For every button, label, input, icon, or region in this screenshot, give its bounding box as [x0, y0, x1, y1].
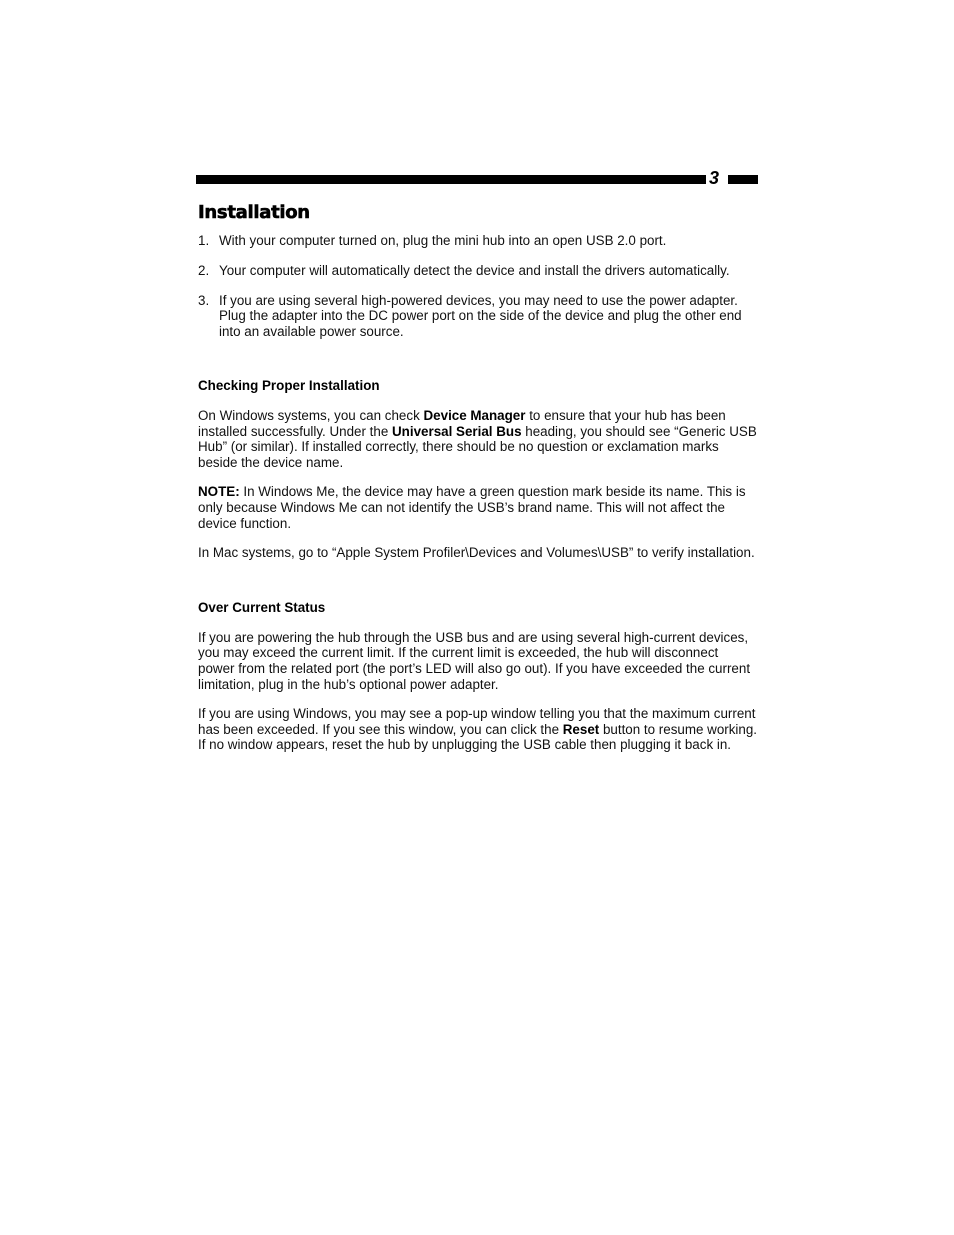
step-number: 3.: [198, 292, 210, 308]
paragraph-note: NOTE: In Windows Me, the device may have a green question mark beside its name. This is only because Windows Me can not identify the USB’s brand name. This will not affect the device function.: [198, 484, 746, 531]
manual-page: [198, 170, 758, 753]
note-label: NOTE:: [198, 484, 240, 500]
step-number: 2.: [198, 262, 210, 278]
term-reset: Reset: [562, 721, 600, 737]
paragraph-over-current-1: If you are powering the hub through the USB bus and are using several high-current devices, you may exceed the current limit. If the current limit is exceeded, the hub will disconnect power from the related port (the port’s LED will also go out). If you have exceeded the current limitation, plug in the hub’s optional power adapter.: [198, 629, 751, 692]
step-number: 1.: [198, 233, 210, 248]
installation-steps: [198, 233, 758, 340]
step-text: Your computer will automatically detect the device and install the drivers automatically.: [219, 262, 730, 278]
installation-step-2: [198, 263, 758, 279]
paragraph-over-current-2: If you are using Windows, you may see a pop-up window telling you that the maximum current has been exceeded. If you see this window, you can click the Reset button to resume working. If no window appears, reset the hub by unplugging the USB cable then plugging it back in.: [198, 706, 758, 753]
heading-checking-installation: Checking Proper Installation: [198, 377, 380, 393]
section-title-installation: Installation: [198, 202, 310, 223]
header-rule-right: [728, 175, 758, 184]
term-device-manager: Device Manager: [423, 407, 526, 423]
term-universal-serial-bus: Universal Serial Bus: [392, 423, 522, 439]
heading-over-current: Over Current Status: [198, 599, 326, 615]
installation-step-3: [198, 293, 758, 340]
paragraph-mac: In Mac systems, go to “Apple System Profiler\Devices and Volumes\USB” to verify installation.: [198, 545, 755, 561]
step-text: If you are using several high-powered devices, you may need to use the power adapter. Plug the adapter into the DC power port on the side of the device and plug the other end into an available power source.: [219, 292, 742, 340]
step-text: With your computer turned on, plug the mini hub into an open USB 2.0 port.: [219, 233, 667, 248]
paragraph-windows-check: On Windows systems, you can check Device Manager to ensure that your hub has been installed successfully. Under the Universal Serial Bus heading, you should see “Generic USB Hub” (or similar). If installed correctly, there should be no question or exclamation marks beside the device name.: [198, 407, 757, 470]
page-number: 3: [709, 168, 720, 188]
installation-step-1: [198, 233, 758, 249]
page-header: [196, 170, 758, 188]
header-rule-left: [196, 175, 706, 184]
